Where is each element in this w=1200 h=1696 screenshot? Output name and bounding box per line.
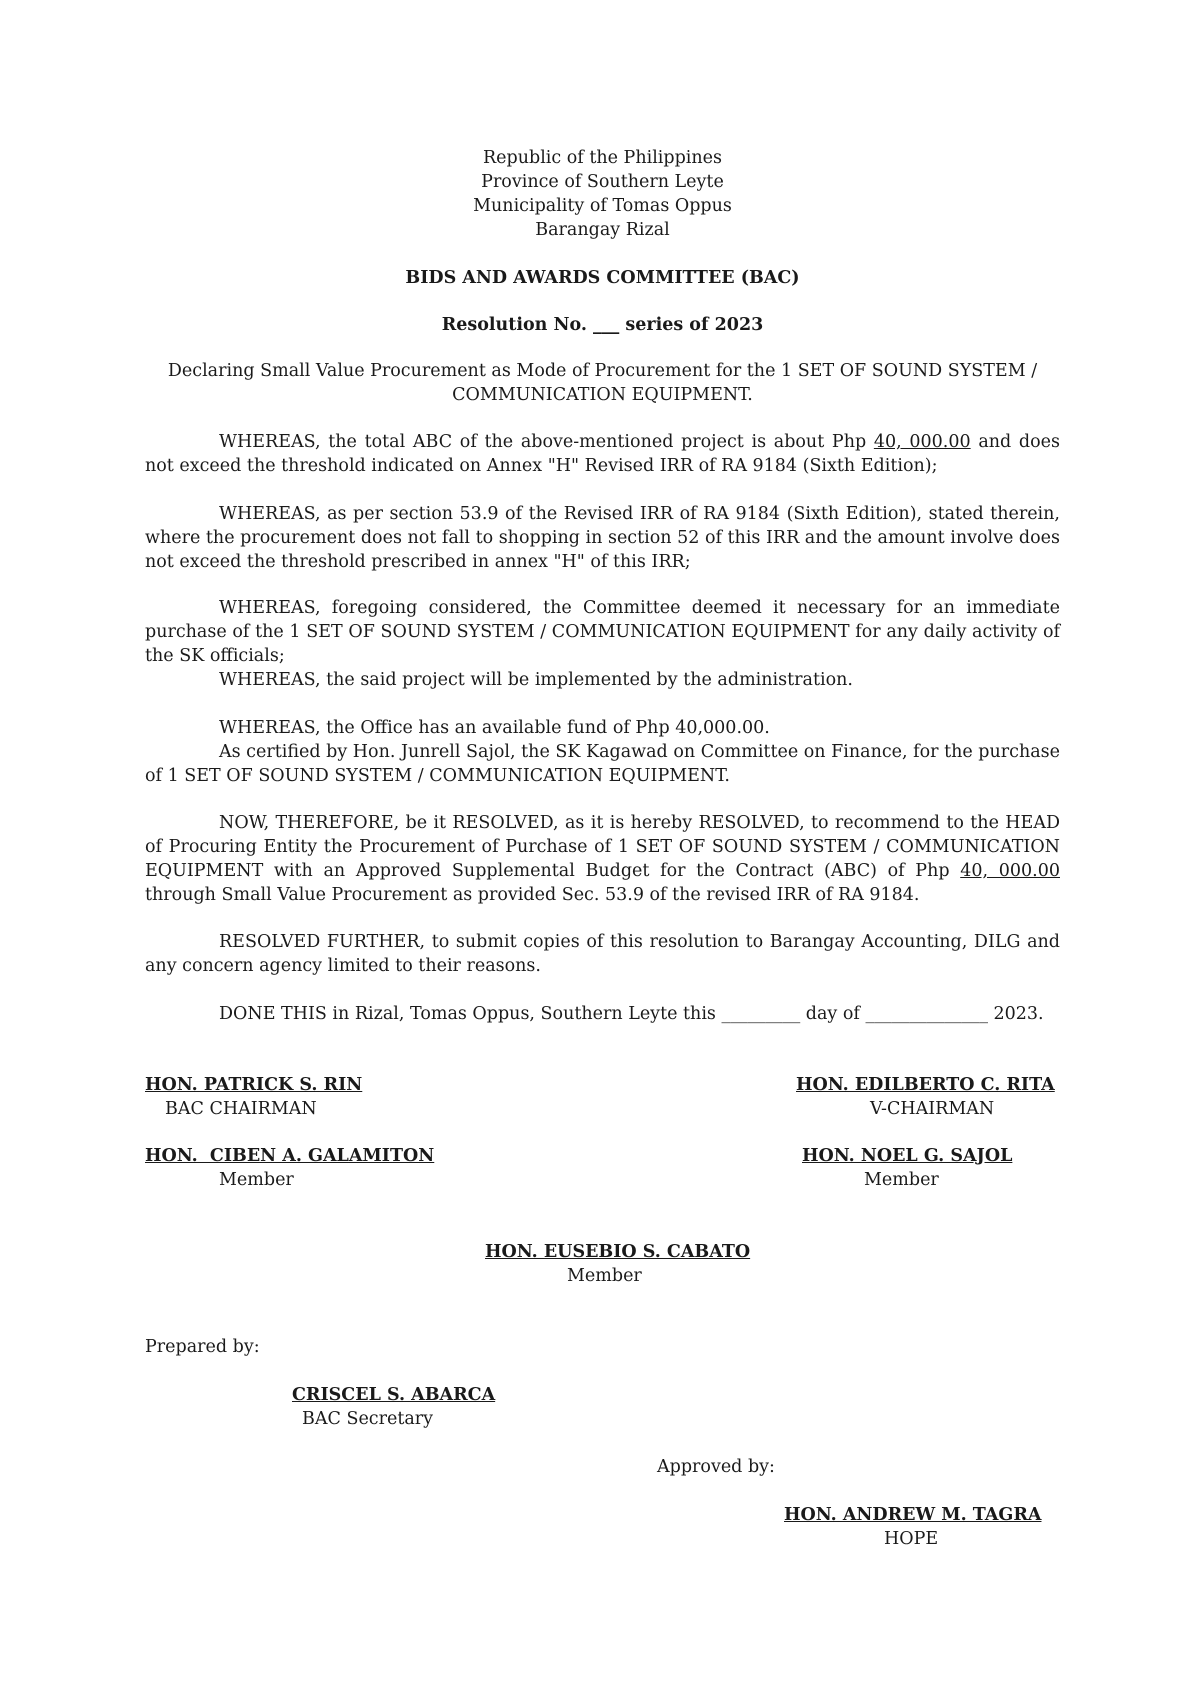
letterhead-province: Province of Southern Leyte: [481, 172, 724, 192]
whereas-1-amount: 40, 000.00: [873, 432, 971, 452]
letterhead-barangay: Barangay Rizal: [535, 220, 670, 240]
signatory-name: HON. EDILBERTO C. RITA: [796, 1075, 1055, 1095]
signatory-role: Member: [219, 1170, 294, 1190]
signature-chairman: [145, 1073, 362, 1121]
whereas-1-text-a: WHEREAS, the total ABC of the above-mentioned project is about Php: [219, 432, 874, 452]
signatory-name: HON. EUSEBIO S. CABATO: [485, 1242, 751, 1262]
letterhead-country: Republic of the Philippines: [482, 148, 722, 168]
signatory-name: HON. ANDREW M. TAGRA: [784, 1505, 1042, 1525]
resolution-subject-line2: COMMUNICATION EQUIPMENT.: [452, 385, 753, 405]
letterhead-municipality: Municipality of Tomas Oppus: [473, 196, 732, 216]
signatory-role: BAC Secretary: [302, 1409, 434, 1429]
whereas-paragraph-3: WHEREAS, foregoing considered, the Committee deemed it necessary for an immediate purchase of the 1 SET OF SOUND SYSTEM / COMMUNICATION EQUIPMENT for any daily activity of the SK officials;: [145, 598, 1060, 666]
resolution-subject: [145, 359, 1060, 407]
signatory-name: HON. PATRICK S. RIN: [145, 1075, 363, 1095]
signatory-role: BAC CHAIRMAN: [165, 1099, 317, 1119]
signature-hope: [784, 1503, 1041, 1551]
approved-by-label: Approved by:: [657, 1457, 775, 1477]
resolved-text-b: through Small Value Procurement as provided Sec. 53.9 of the revised IRR of RA 9184.: [145, 885, 920, 905]
signatory-role: HOPE: [884, 1529, 939, 1549]
signature-member-2: [802, 1144, 1012, 1192]
done-this-paragraph: DONE THIS in Rizal, Tomas Oppus, Southern Leyte this _________ day of ______________ 2023.: [219, 1004, 1044, 1024]
letterhead: [145, 146, 1060, 242]
signatory-role: Member: [567, 1266, 642, 1286]
signature-member-3: [485, 1240, 750, 1288]
whereas-1-text-b: and does not exceed the threshold indicated on Annex "H" Revised IRR of RA 9184 (Sixth Edition);: [145, 432, 1060, 476]
resolved-amount: 40, 000.00: [960, 861, 1060, 881]
signature-member-1: [145, 1144, 434, 1192]
certification-paragraph: As certified by Hon. Junrell Sajol, the SK Kagawad on Committee on Finance, for the purchase of 1 SET OF SOUND SYSTEM / COMMUNICATION EQUIPMENT.: [145, 742, 1060, 786]
whereas-paragraph-2: WHEREAS, as per section 53.9 of the Revised IRR of RA 9184 (Sixth Edition), stated therein, where the procurement does not fall to shopping in section 52 of this IRR and the amount involve does not exceed the threshold prescribed in annex "H" of this IRR;: [145, 504, 1060, 572]
signature-vice-chairman: [796, 1073, 1055, 1121]
prepared-by-label: Prepared by:: [145, 1337, 260, 1357]
resolved-paragraph: [145, 811, 1060, 907]
resolved-text-a: NOW, THEREFORE, be it RESOLVED, as it is hereby RESOLVED, to recommend to the HEAD of Procuring Entity the Procurement of Purchase of 1 SET OF SOUND SYSTEM / COMMUNICATION EQUIPMENT with an Approved Supplemental Budget for the Contract (ABC) of Php: [145, 813, 1060, 881]
signatory-name: CRISCEL S. ABARCA: [292, 1385, 496, 1405]
whereas-paragraph-1: [145, 430, 1060, 478]
signatory-name: HON. CIBEN A. GALAMITON: [145, 1146, 435, 1166]
resolution-subject-line1: Declaring Small Value Procurement as Mode of Procurement for the 1 SET OF SOUND SYSTEM /: [167, 361, 1038, 381]
signatory-role: Member: [864, 1170, 939, 1190]
signatory-name: HON. NOEL G. SAJOL: [802, 1146, 1013, 1166]
signature-secretary: [292, 1383, 495, 1431]
resolved-further-paragraph: RESOLVED FURTHER, to submit copies of this resolution to Barangay Accounting, DILG and any concern agency limited to their reasons.: [145, 932, 1060, 976]
document-title: BIDS AND AWARDS COMMITTEE (BAC): [405, 268, 800, 288]
signatory-role: V-CHAIRMAN: [870, 1099, 995, 1119]
resolution-number: Resolution No. ___ series of 2023: [441, 315, 764, 335]
whereas-paragraph-4: WHEREAS, the said project will be implemented by the administration.: [219, 670, 853, 690]
whereas-paragraph-5: WHEREAS, the Office has an available fund of Php 40,000.00.: [219, 718, 770, 738]
